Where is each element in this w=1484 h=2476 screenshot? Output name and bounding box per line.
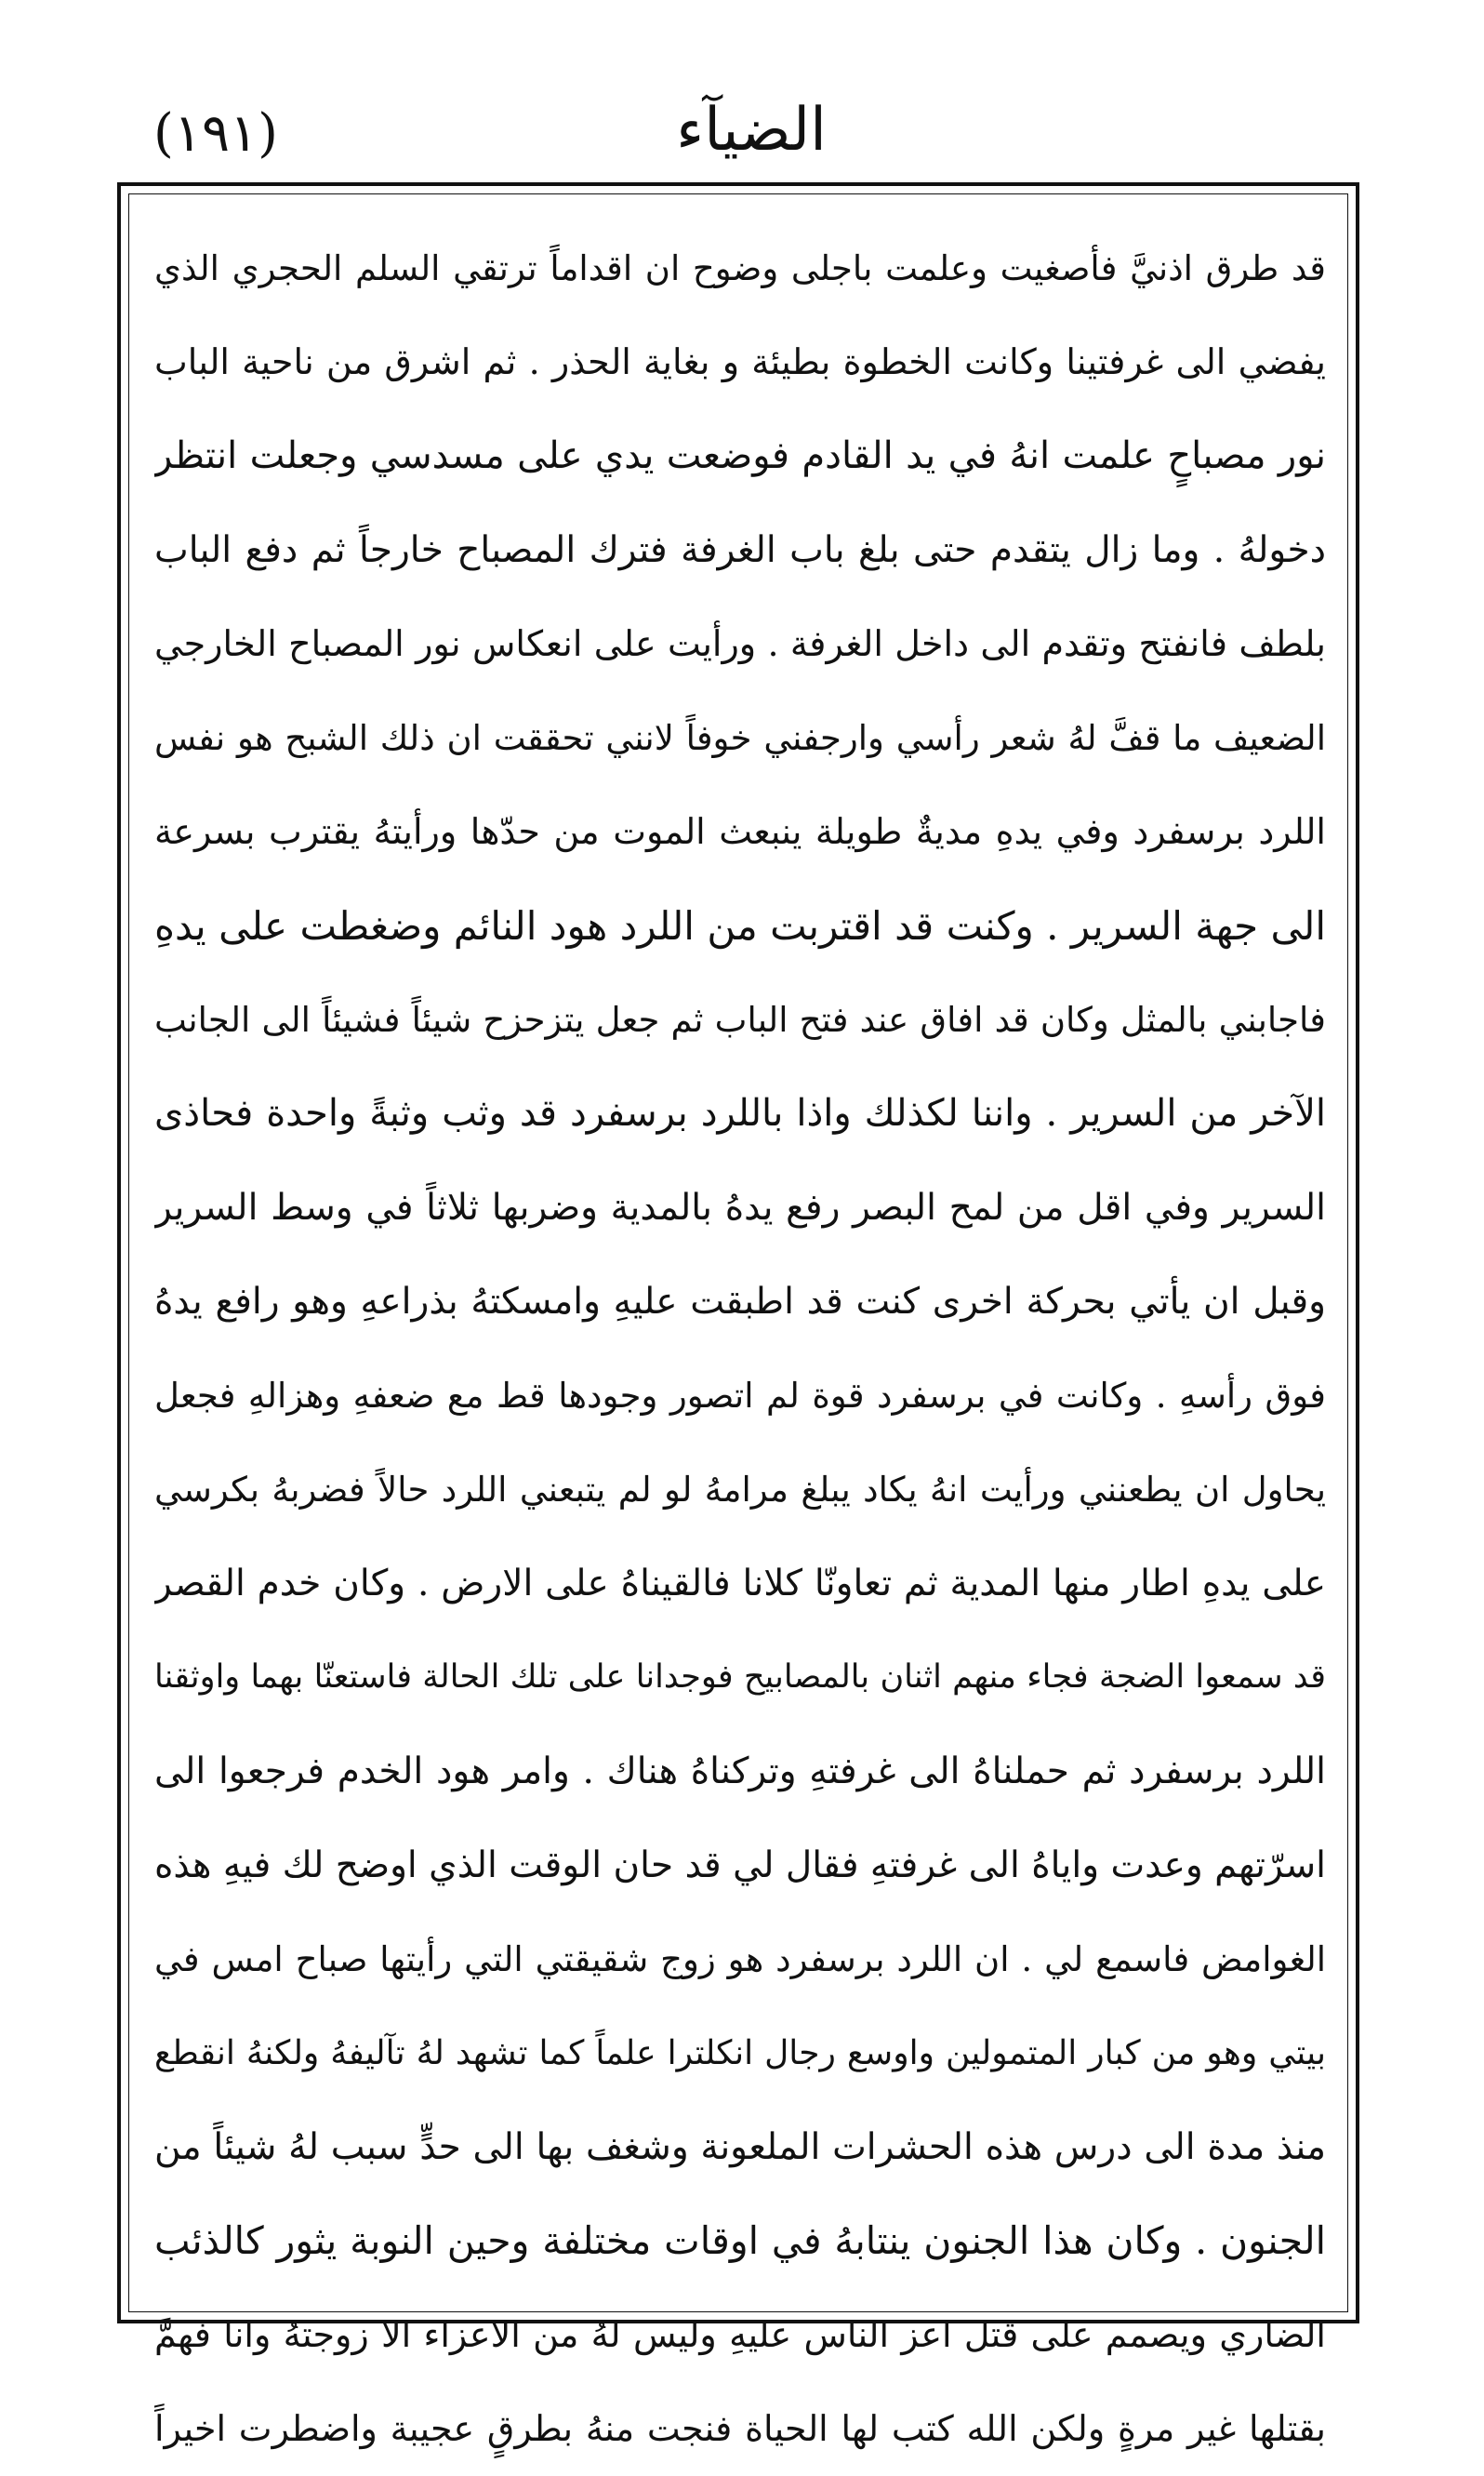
text-line: اللرد برسفرد ثم حملناهُ الى غرفتهِ وتركناهُ هناك . وامر هود الخدم فرجعوا الى xyxy=(154,1751,1326,1792)
page-header xyxy=(0,0,1484,186)
text-line: دخولهُ . وما زال يتقدم حتى بلغ باب الغرفة فترك المصباح خارجاً ثم دفع الباب xyxy=(154,529,1326,571)
text-line: قد سمعوا الضجة فجاء منهم اثنان بالمصابيح فوجدانا على تلك الحالة فاستعنّا بهما واوثقنا xyxy=(154,1658,1326,1696)
text-line: قد طرق اذنيَّ فأصغيت وعلمت باجلى وضوح ان اقداماً ترتقي السلم الحجري الذي xyxy=(154,248,1326,288)
text-line: نور مصباحٍ علمت انهُ في يد القادم فوضعت يدي على مسدسي وجعلت انتظر xyxy=(154,434,1326,477)
text-line: الى جهة السرير . وكنت قد اقتربت من اللرد هود النائم وضغطت على يدهِ xyxy=(154,903,1326,949)
running-title: الضيآء xyxy=(676,96,827,165)
text-line: الجنون . وكان هذا الجنون ينتابهُ في اوقات مختلفة وحين النوبة يثور كالذئب xyxy=(154,2218,1326,2263)
text-line: الغوامض فاسمع لي . ان اللرد برسفرد هو زوج شقيقتي التي رأيتها صباح امس في xyxy=(154,1939,1326,1979)
text-line: بلطف فانفتح وتقدم الى داخل الغرفة . ورأيت على انعكاس نور المصباح الخارجي xyxy=(154,623,1326,664)
text-line: فوق رأسهِ . وكانت في برسفرد قوة لم اتصور وجودها قط مع ضعفهِ وهزالهِ فجعل xyxy=(154,1376,1326,1416)
text-line: الضاري ويصمم على قتل اعز الناس عليهِ وليس لهُ من الاعزاء الا زوجتهُ وانا فهمَّ xyxy=(154,2314,1326,2355)
text-line: الضعيف ما قفَّ لهُ شعر رأسي وارجفني خوفاً لانني تحققت ان ذلك الشبح هو نفس xyxy=(154,718,1326,758)
text-line: السرير وفي اقل من لمح البصر رفع يدهُ بالمدية وضربها ثلاثاً في وسط السرير xyxy=(154,1187,1326,1229)
text-line: اللرد برسفرد وفي يدهِ مديةٌ طويلة ينبعث الموت من حدّها ورأيتهُ يقترب بسرعة xyxy=(154,811,1326,852)
text-line: يحاول ان يطعنني ورأيت انهُ يكاد يبلغ مرامهُ لو لم يتبعني اللرد حالاً فضربهُ بكرسي xyxy=(154,1470,1326,1510)
text-line: بقتلها غير مرةٍ ولكن الله كتب لها الحياة فنجت منهُ بطرقٍ عجيبة واضطرت اخيراً xyxy=(154,2408,1326,2449)
text-line: على يدهِ اطار منها المدية ثم تعاونّا كلانا فالقيناهُ على الارض . وكان خدم القصر xyxy=(154,1563,1326,1604)
page-number: (١٩١) xyxy=(153,103,278,164)
text-line: بيتي وهو من كبار المتمولين واوسع رجال انكلترا علماً كما تشهد لهُ تآليفهُ ولكنهُ انقطع xyxy=(154,2034,1326,2072)
text-line: منذ مدة الى درس هذه الحشرات الملعونة وشغف بها الى حدٍّ سبب لهُ شيئاً من xyxy=(154,2126,1326,2168)
text-line: يفضي الى غرفتينا وكانت الخطوة بطيئة و بغاية الحذر . ثم اشرق من ناحية الباب xyxy=(154,341,1326,382)
body-text xyxy=(154,221,1326,2449)
text-line: فاجابني بالمثل وكان قد افاق عند فتح الباب ثم جعل يتزحزح شيئاً فشيئاً الى الجانب xyxy=(154,1000,1326,1040)
text-line: الآخر من السرير . واننا لكذلك واذا باللرد برسفرد قد وثب وثبةً واحدة فحاذى xyxy=(154,1092,1326,1135)
text-line: وقبل ان يأتي بحركة اخرى كنت قد اطبقت عليهِ وامسكتهُ بذراعهِ وهو رافع يدهُ xyxy=(154,1281,1326,1323)
text-line: اسرّتهم وعدت واياهُ الى غرفتهِ فقال لي قد حان الوقت الذي اوضح لك فيهِ هذه xyxy=(154,1844,1326,1886)
